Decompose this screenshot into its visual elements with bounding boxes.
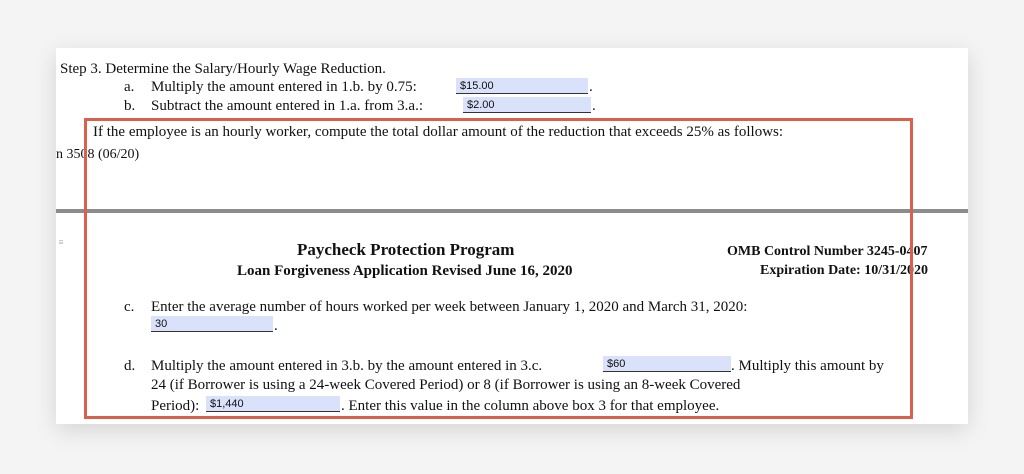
hours-per-week-field[interactable]: 30 [151, 316, 273, 332]
step-c-marker: c. [124, 299, 135, 315]
step-d-line2: 24 (if Borrower is using a 24-week Covered Period) or 8 (if Borrower is using an 8-week Covered [151, 377, 741, 393]
step3a-amount-field[interactable]: $15.00 [456, 78, 588, 94]
step3b-period: . [592, 98, 596, 114]
step-d-marker: d. [124, 358, 136, 374]
step3-heading: Step 3. Determine the Salary/Hourly Wage Reduction. [60, 61, 386, 77]
step3b-amount-field[interactable]: $2.00 [463, 97, 591, 113]
step3a-period: . [589, 79, 593, 95]
program-title: Paycheck Protection Program [297, 240, 515, 259]
weekly-reduction-field[interactable]: $60 [603, 356, 731, 372]
expiration-date: Expiration Date: 10/31/2020 [760, 263, 928, 278]
step-c-period: . [274, 318, 278, 334]
total-reduction-field[interactable]: $1,440 [206, 396, 340, 412]
step-d-line3-label: Period): [151, 398, 200, 414]
side-stamp-icon: ≡ [58, 237, 64, 247]
form-number: n 3508 (06/20) [56, 147, 140, 162]
step-d-line1-label: Multiply the amount entered in 3.b. by the amount entered in 3.c. [151, 358, 543, 374]
highlight-box [84, 118, 913, 419]
step3b-marker: b. [124, 98, 136, 114]
step3a-label: Multiply the amount entered in 1.b. by 0.75: [151, 79, 417, 95]
step-d-line3-trail: . Enter this value in the column above box 3 for that employee. [341, 398, 720, 414]
hourly-worker-instruction: If the employee is an hourly worker, compute the total dollar amount of the reduction that exceeds 25% as follows: [93, 124, 784, 140]
program-subtitle: Loan Forgiveness Application Revised June 16, 2020 [237, 263, 573, 279]
step3a-marker: a. [124, 79, 135, 95]
step-d-line1-trail: . Multiply this amount by [731, 358, 884, 374]
step-c-label: Enter the average number of hours worked per week between January 1, 2020 and March 31, 2020: [151, 299, 748, 315]
step3b-label: Subtract the amount entered in 1.a. from 3.a.: [151, 98, 423, 114]
omb-control-number: OMB Control Number 3245-0407 [727, 244, 928, 259]
